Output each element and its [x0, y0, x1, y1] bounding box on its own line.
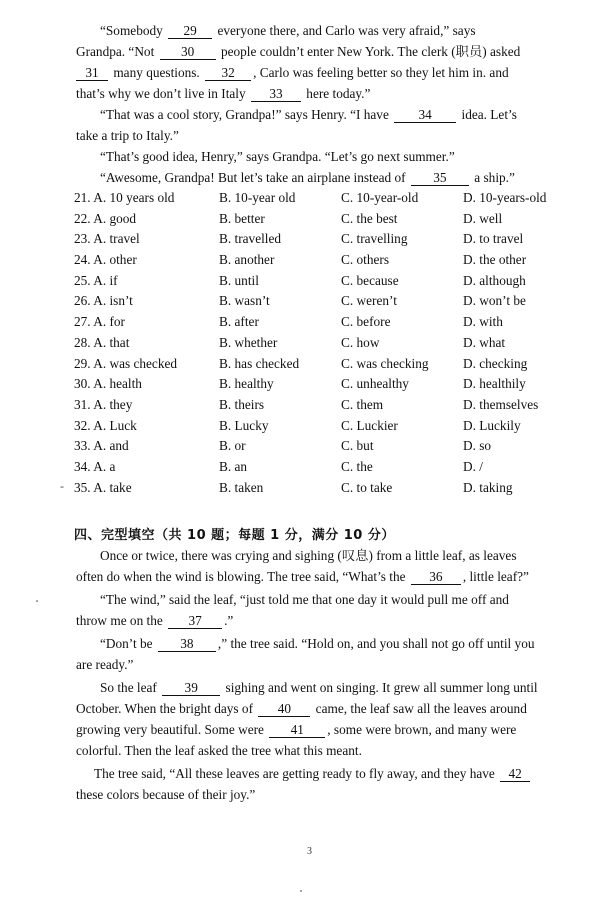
option-d: D. to travel — [463, 231, 524, 247]
option-a: 34. A. a — [74, 458, 116, 474]
option-c: C. but — [341, 438, 374, 454]
option-c: C. others — [341, 252, 390, 268]
option-d: D. / — [463, 458, 483, 474]
question-row-24 — [74, 252, 564, 273]
option-a: 24. A. other — [74, 252, 137, 268]
option-b: B. wasn’t — [219, 293, 270, 309]
passage1-paragraph-1 — [76, 20, 554, 104]
option-d: D. themselves — [463, 396, 539, 412]
option-b: B. another — [219, 252, 275, 268]
passage-text: “Somebody — [100, 23, 163, 38]
passage1-paragraph-2 — [76, 104, 554, 146]
option-a: 35. A. take — [74, 479, 132, 495]
passage-text: , little leaf?” — [462, 569, 529, 584]
passage1-paragraph-3 — [76, 146, 554, 167]
passage1-line — [76, 83, 554, 104]
passage-text: that’s why we don’t live in Italy — [76, 86, 246, 101]
answer-blank-39: 39 — [162, 680, 220, 696]
option-c: C. Luckier — [341, 417, 398, 433]
passage-text: “That was a cool story, Grandpa!” says Henry. “I have — [100, 107, 389, 122]
option-d: D. the other — [463, 252, 527, 268]
passage-text: , some were brown, and many were — [327, 722, 517, 737]
option-c: C. how — [341, 334, 380, 350]
passage2-line: these colors because of their joy.” — [76, 787, 256, 802]
option-c: C. 10-year-old — [341, 190, 419, 205]
option-c: C. the best — [341, 210, 398, 226]
answer-blank-29: 29 — [168, 23, 212, 39]
option-d: D. won’t be — [463, 293, 526, 309]
passage-text: here today.” — [306, 86, 371, 101]
passage1-paragraph-4 — [76, 167, 554, 188]
passage-text: many questions. — [113, 65, 200, 80]
option-b: B. better — [219, 210, 265, 226]
answer-blank-35: 35 — [411, 170, 469, 186]
stray-dash-mark: - — [60, 478, 64, 493]
passage-text: idea. Let’s — [461, 107, 517, 122]
option-a: 27. A. for — [74, 314, 125, 330]
passage2-line — [76, 677, 554, 698]
answer-blank-32: 32 — [205, 65, 251, 81]
option-b: B. healthy — [219, 376, 274, 392]
option-a: 25. A. if — [74, 272, 118, 288]
question-row-23 — [74, 231, 564, 252]
question-row-30 — [74, 376, 564, 397]
option-b: B. or — [219, 438, 246, 454]
question-row-27 — [74, 314, 564, 335]
option-d: D. Luckily — [463, 417, 521, 433]
option-a: 31. A. they — [74, 396, 133, 412]
passage-text: .” — [224, 613, 234, 628]
question-row-28 — [74, 335, 564, 356]
passage2-line — [76, 719, 554, 740]
passage-text: often do when the wind is blowing. The tree said, “What’s the — [76, 569, 406, 584]
option-a: 29. A. was checked — [74, 355, 178, 371]
answer-blank-41: 41 — [269, 722, 325, 738]
passage-text: ,” the tree said. “Hold on, and you shall not go off until you — [217, 636, 535, 651]
option-d: D. 10-years-old — [463, 190, 547, 205]
passage2-paragraph-3 — [76, 633, 554, 675]
option-a: 23. A. travel — [74, 231, 140, 247]
option-c: C. them — [341, 396, 384, 412]
option-c: C. before — [341, 314, 391, 330]
question-row-34 — [74, 459, 564, 480]
option-d: D. well — [463, 210, 503, 226]
answer-blank-34: 34 — [394, 107, 456, 123]
option-b: B. an — [219, 458, 248, 474]
passage-text: sighing and went on singing. It grew all summer long until — [225, 680, 538, 695]
passage-text: So the leaf — [100, 680, 157, 695]
option-b: B. travelled — [219, 231, 282, 247]
passage2-line — [76, 610, 554, 631]
option-b: B. 10-year old — [219, 190, 296, 205]
passage2-paragraph-4 — [76, 677, 554, 761]
passage2-line — [76, 698, 554, 719]
passage2-line: are ready.” — [76, 657, 134, 672]
option-d: D. so — [463, 438, 492, 454]
option-a: 32. A. Luck — [74, 417, 137, 433]
question-row-25 — [74, 273, 564, 294]
option-a: 33. A. and — [74, 438, 129, 454]
passage2-line — [76, 566, 554, 587]
passage-text: The tree said, “All these leaves are getting ready to fly away, and they have — [94, 766, 495, 781]
passage2-paragraph-5 — [76, 763, 554, 805]
passage-text: came, the leaf saw all the leaves around — [315, 701, 527, 716]
option-a: 22. A. good — [74, 210, 137, 226]
option-b: B. whether — [219, 334, 278, 350]
passage-text: growing very beautiful. Some were — [76, 722, 264, 737]
passage1-line — [76, 20, 554, 41]
passage-text: a ship.” — [474, 170, 515, 185]
option-d: D. healthily — [463, 376, 526, 392]
option-c: C. to take — [341, 479, 393, 495]
passage-text: , Carlo was feeling better so they let him in. and — [253, 65, 509, 80]
passage2-paragraph-1 — [76, 545, 554, 587]
passage-text: Grandpa. “Not — [76, 44, 155, 59]
page-number: 3 — [307, 846, 312, 857]
option-c: C. weren’t — [341, 293, 397, 309]
option-d: D. what — [463, 334, 506, 350]
passage-text: “Don’t be — [100, 636, 153, 651]
question-row-21 — [74, 190, 564, 211]
option-a: 30. A. health — [74, 376, 142, 392]
passage-text: “Awesome, Grandpa! But let’s take an airplane instead of — [100, 170, 406, 185]
section-heading: 四、完型填空（共 10 题；每题 1 分，满分 10 分） — [74, 528, 395, 543]
answer-blank-37: 37 — [168, 613, 222, 629]
passage1-line: “That’s good idea, Henry,” says Grandpa. “Let’s go next summer.” — [100, 149, 455, 164]
option-b: B. after — [219, 314, 259, 330]
passage1-line: take a trip to Italy.” — [76, 128, 179, 143]
option-c: C. was checking — [341, 355, 429, 371]
answer-blank-42: 42 — [500, 766, 530, 782]
option-b: B. theirs — [219, 396, 265, 412]
option-b: B. Lucky — [219, 417, 269, 433]
option-b: B. has checked — [219, 355, 300, 371]
scan-speck — [300, 890, 302, 892]
passage1-line — [76, 41, 554, 62]
answer-blank-38: 38 — [158, 636, 216, 652]
answer-blank-33: 33 — [251, 86, 301, 102]
question-row-29 — [74, 356, 564, 377]
passage-text: October. When the bright days of — [76, 701, 254, 716]
passage2-line: “The wind,” said the leaf, “just told me that one day it would pull me off and — [100, 592, 509, 607]
answer-blank-30: 30 — [160, 44, 216, 60]
option-d: D. checking — [463, 355, 528, 371]
answer-blank-36: 36 — [411, 569, 461, 585]
passage-text: throw me on the — [76, 613, 163, 628]
question-row-35 — [60, 478, 564, 501]
option-b: B. until — [219, 272, 259, 288]
passage2-line: colorful. Then the leaf asked the tree what this meant. — [76, 743, 362, 758]
answer-blank-40: 40 — [258, 701, 310, 717]
passage2-line — [76, 763, 554, 784]
option-c: C. because — [341, 272, 399, 288]
passage1-line — [76, 104, 554, 125]
option-d: D. although — [463, 272, 526, 288]
passage2-line — [76, 633, 554, 654]
option-a: 21. A. 10 years old — [74, 190, 175, 205]
answer-options-list — [60, 190, 564, 500]
option-d: D. taking — [463, 479, 513, 495]
question-row-26 — [74, 293, 564, 314]
scan-speck — [36, 600, 38, 602]
option-d: D. with — [463, 314, 503, 330]
option-b: B. taken — [219, 479, 264, 495]
option-a: 26. A. isn’t — [74, 293, 133, 309]
answer-blank-31: 31 — [76, 65, 108, 81]
passage1-line — [76, 167, 554, 188]
passage2-line: Once or twice, there was crying and sighing (叹息) from a little leaf, as leaves — [100, 548, 517, 563]
passage2-paragraph-2 — [76, 589, 554, 631]
option-c: C. travelling — [341, 231, 408, 247]
question-row-31 — [74, 397, 564, 418]
question-row-32 — [74, 418, 564, 439]
passage-text: everyone there, and Carlo was very afraid,” says — [217, 23, 476, 38]
passage-text: people couldn’t enter New York. The clerk (职员) asked — [220, 44, 521, 59]
option-c: C. the — [341, 458, 373, 474]
option-a: 28. A. that — [74, 334, 130, 350]
option-c: C. unhealthy — [341, 376, 409, 392]
question-row-33 — [74, 438, 564, 459]
question-row-22 — [74, 211, 564, 232]
passage1-line — [76, 62, 554, 83]
